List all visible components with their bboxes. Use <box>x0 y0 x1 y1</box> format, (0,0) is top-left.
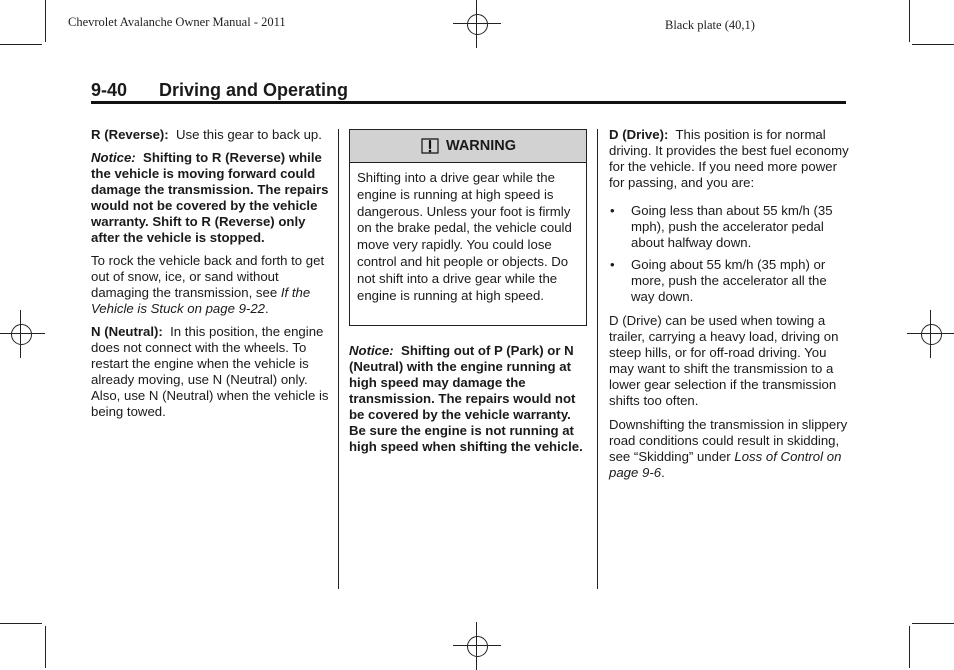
rock-end: . <box>265 301 269 316</box>
warning-title: WARNING <box>445 138 517 154</box>
list-item: • Going less than about 55 km/h (35 mph), push the accelerator pedal about halfway down. <box>610 203 833 250</box>
downshift-text: Downshifting the transmission in slippery road conditions could result in skidding, see “Skidding” under <box>609 417 848 464</box>
section-heading: Driving and Operating <box>159 80 349 100</box>
column-3 <box>609 127 849 488</box>
neutral-paragraph <box>91 324 329 420</box>
registration-mark-top <box>453 0 501 48</box>
crop-mark <box>45 626 46 668</box>
reverse-text: Use this gear to back up. <box>176 127 322 142</box>
drive-bullets <box>609 203 849 305</box>
crop-mark <box>0 44 42 45</box>
downshift-paragraph <box>609 417 849 481</box>
downshift-end: . <box>661 465 665 480</box>
column-1 <box>91 127 329 427</box>
warning-icon <box>420 137 440 155</box>
column-divider <box>597 129 598 589</box>
neutral-label: N (Neutral): <box>91 324 163 339</box>
reverse-paragraph <box>91 127 329 143</box>
loss-of-control-link[interactable]: Loss of Control on page 9-6 <box>609 449 842 480</box>
crop-mark <box>912 623 954 624</box>
registration-mark-bottom <box>453 622 501 670</box>
rock-paragraph <box>91 253 329 317</box>
neutral-text: In this position, the engine does not connect with the wheels. To restart the engine when the vehicle is already moving, use N (Neutral) only. Also, use N (Neutral) when the vehicle is being towed. <box>91 324 329 419</box>
title-rule <box>91 101 846 104</box>
notice-label: Notice: <box>91 150 136 165</box>
crop-mark <box>909 626 910 668</box>
rock-text: To rock the vehicle back and forth to get out of snow, ice, or sand without damaging the transmission, see <box>91 253 325 300</box>
bullet-icon: • <box>610 257 615 272</box>
notice-paragraph <box>349 343 587 455</box>
notice-paragraph <box>91 150 329 246</box>
manual-title: Chevrolet Avalanche Owner Manual - 2011 <box>68 15 286 29</box>
plate-label: Black plate (40,1) <box>665 18 755 32</box>
notice-label: Notice: <box>349 343 394 358</box>
drive-tow-paragraph: D (Drive) can be used when towing a trailer, carrying a heavy load, driving on steep hills, or for off-road driving. You may want to shift the transmission to a lower gear selection if the transmission shifts too often. <box>609 313 839 408</box>
crop-mark <box>0 623 42 624</box>
page-number: 9-40 <box>91 80 128 100</box>
warning-box <box>349 129 587 326</box>
registration-mark-right <box>907 310 954 358</box>
drive-text: This position is for normal driving. It provides the best fuel economy for the vehicle. If you need more power for passing, and you are: <box>609 127 849 190</box>
warning-body: Shifting into a drive gear while the engine is running at high speed is dangerous. Unless your foot is firmly on the brake pedal, the vehicle could move very rapidly. You could lose control and hit people or objects. Do not shift into a drive gear while the engine is running at high speed. <box>357 170 572 303</box>
crop-mark <box>912 44 954 45</box>
notice-text: Shifting out of P (Park) or N (Neutral) with the engine running at high speed may damage the transmission. The repairs would not be covered by the vehicle warranty. Be sure the engine is not running at high speed when shifting the vehicle. <box>349 343 583 454</box>
crop-mark <box>909 0 910 42</box>
crop-mark <box>45 0 46 42</box>
warning-header <box>350 130 586 163</box>
section-title <box>91 80 846 102</box>
registration-mark-left <box>0 310 45 358</box>
column-divider <box>338 129 339 589</box>
drive-paragraph <box>609 127 849 191</box>
notice-text: Shifting to R (Reverse) while the vehicle is moving forward could damage the transmission. The repairs would not be covered by the vehicle warranty. Shift to R (Reverse) only after the vehicle is stopped. <box>91 150 329 245</box>
reverse-label: R (Reverse): <box>91 127 169 142</box>
stuck-reference-link[interactable]: If the Vehicle is Stuck on page 9-22 <box>91 285 311 316</box>
drive-label: D (Drive): <box>609 127 669 142</box>
list-item: • Going about 55 km/h (35 mph) or more, push the accelerator all the way down. <box>610 257 827 304</box>
column-2 <box>349 343 587 462</box>
bullet-icon: • <box>610 203 615 218</box>
